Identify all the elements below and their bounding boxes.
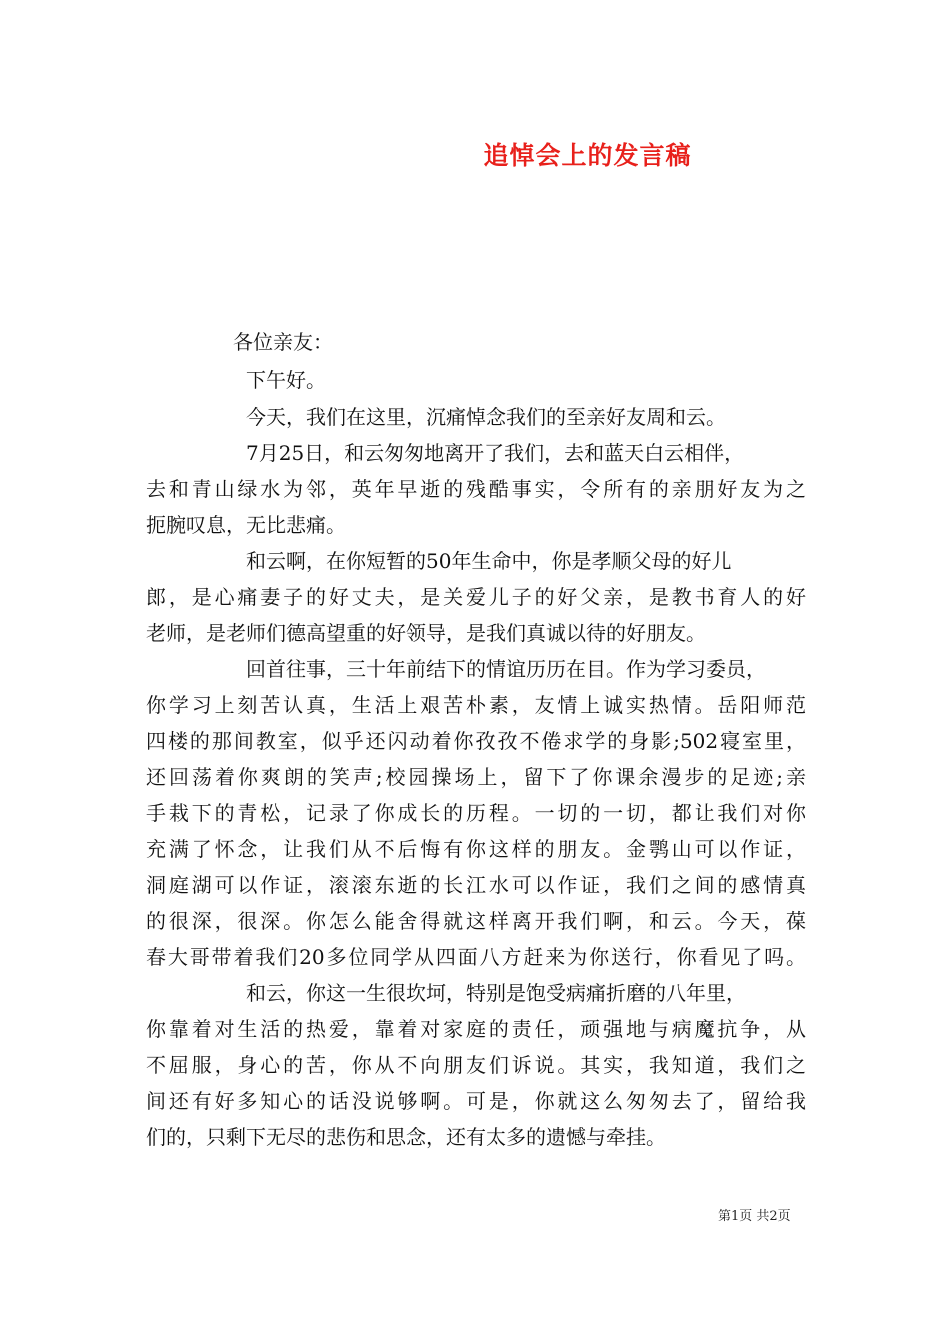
paragraph-3-line-6: 充满了怀念，让我们从不后悔有你这样的朋友。金鹗山可以作证， — [146, 837, 806, 861]
salutation: 各位亲友： — [233, 330, 333, 354]
paragraph-3-line-5: 手栽下的青松，记录了你成长的历程。一切的一切，都让我们对你 — [146, 801, 806, 825]
paragraph-3-line-8: 的很深，很深。你怎么能舍得就这样离开我们啊，和云。今天，葆 — [146, 909, 806, 933]
paragraph-3-line-7: 洞庭湖可以作证，滚滚东逝的长江水可以作证，我们之间的感情真 — [146, 873, 806, 897]
paragraph-4-line-4: 间还有好多知心的话没说够啊。可是，你就这么匆匆去了，留给我 — [146, 1089, 806, 1113]
paragraph-4-line-2: 你靠着对生活的热爱，靠着对家庭的责任，顽强地与病魔抗争，从 — [146, 1017, 806, 1041]
document-title: 追悼会上的发言稿 — [483, 141, 692, 170]
paragraph-4-line-5: 们的，只剩下无尽的悲伤和思念，还有太多的遗憾与牵挂。 — [146, 1125, 666, 1149]
paragraph-2-line-2: 郎，是心痛妻子的好丈夫，是关爱儿子的好父亲，是教书育人的好 — [146, 585, 806, 609]
paragraph-3-line-2: 你学习上刻苦认真，生活上艰苦朴素，友情上诚实热情。岳阳师范 — [146, 693, 806, 717]
paragraph-1-line-2: 去和青山绿水为邻，英年早逝的残酷事实，令所有的亲朋好友为之 — [146, 477, 806, 501]
page-number-footer: 第1页 共2页 — [718, 1209, 791, 1224]
intro-line: 今天，我们在这里，沉痛悼念我们的至亲好友周和云。 — [246, 405, 726, 429]
paragraph-3-line-4: 还回荡着你爽朗的笑声;校园操场上，留下了你课余漫步的足迹;亲 — [146, 765, 806, 789]
paragraph-3-line-9: 春大哥带着我们20多位同学从四面八方赶来为你送行，你看见了吗。 — [146, 945, 806, 969]
paragraph-4-line-3: 不屈服，身心的苦，你从不向朋友们诉说。其实，我知道，我们之 — [146, 1053, 806, 1077]
paragraph-3-line-3: 四楼的那间教室，似乎还闪动着你孜孜不倦求学的身影;502寝室里， — [146, 729, 806, 753]
paragraph-2-line-1: 和云啊，在你短暂的50年生命中，你是孝顺父母的好儿 — [246, 549, 732, 573]
paragraph-3-line-1: 回首往事，三十年前结下的情谊历历在目。作为学习委员， — [246, 657, 766, 681]
paragraph-4-line-1: 和云，你这一生很坎坷，特别是饱受病痛折磨的八年里， — [246, 981, 746, 1005]
paragraph-2-line-3: 老师，是老师们德高望重的好领导，是我们真诚以待的好朋友。 — [146, 621, 706, 645]
greeting: 下午好。 — [246, 368, 326, 392]
paragraph-1-line-1: 7月25日，和云匆匆地离开了我们，去和蓝天白云相伴， — [246, 441, 745, 465]
paragraph-1-line-3: 扼腕叹息，无比悲痛。 — [146, 513, 346, 537]
